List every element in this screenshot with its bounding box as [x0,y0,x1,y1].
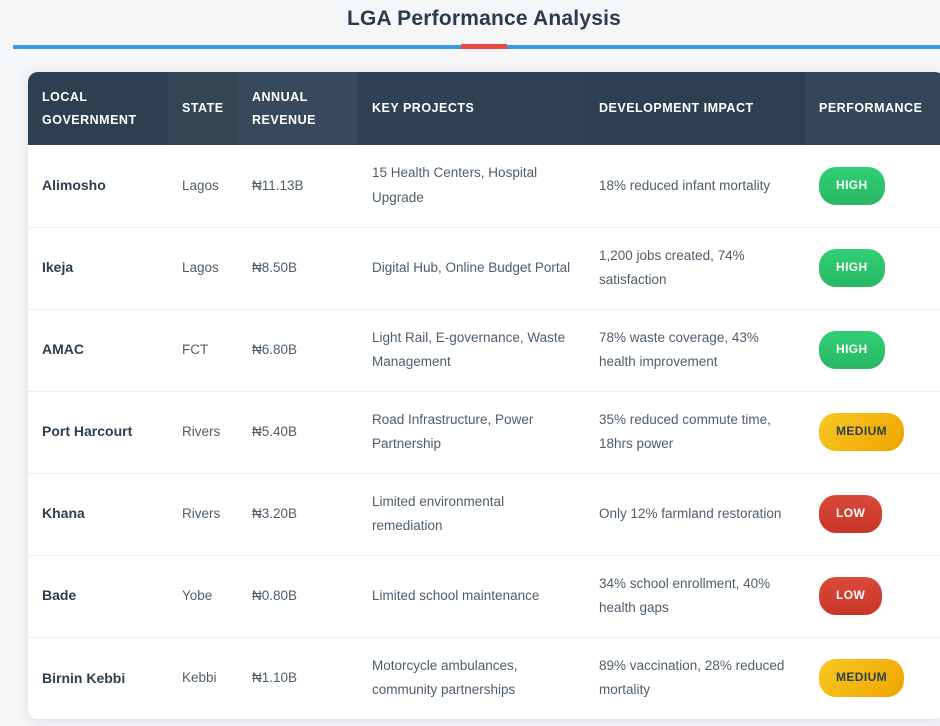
cell-annual-revenue: ₦11.13B [252,177,304,193]
performance-badge: LOW [819,577,882,615]
cell-lga-name: Port Harcourt [28,391,168,473]
cell-development-impact: 18% reduced infant mortality [599,177,771,193]
table-header [28,72,940,145]
col-header-local-government: LOCAL GOVERNMENT [28,72,168,145]
cell-annual-revenue: ₦5.40B [238,391,358,473]
table-row [28,637,940,719]
cell-key-projects: Motorcycle ambulances, community partnerships [358,637,585,719]
cell-state: Rivers [168,391,238,473]
cell-annual-revenue: ₦0.80B [238,555,358,637]
col-header-key-projects: KEY PROJECTS [358,72,585,145]
cell-development-impact: Only 12% farmland restoration [585,473,805,555]
cell-lga-name: Birnin Kebbi [28,637,168,719]
title-underline [13,45,940,49]
table-row [28,145,940,227]
table-row [28,391,940,473]
cell-key-projects: Light Rail, E-governance, Waste Management [358,309,585,391]
table-body [28,145,940,719]
performance-badge: MEDIUM [819,659,904,697]
cell-lga-name: Ikeja [28,227,168,309]
cell-lga-name: AMAC [28,309,168,391]
cell-annual-revenue: ₦1.10B [238,637,358,719]
cell-state: FCT [168,309,238,391]
col-header-development-impact: DEVELOPMENT IMPACT [585,72,805,145]
cell-lga-name: Bade [28,555,168,637]
cell-performance [805,391,940,473]
cell-lga-name: Khana [28,473,168,555]
cell-key-projects: Road Infrastructure, Power Partnership [358,391,585,473]
cell-development-impact: 1,200 jobs created, 74% satisfaction [585,227,805,309]
performance-badge: MEDIUM [819,413,904,451]
cell-development-impact: 34% school enrollment, 40% health gaps [585,555,805,637]
table-row [28,555,940,637]
cell-annual-revenue: ₦3.20B [238,473,358,555]
col-header-state: STATE [168,72,238,145]
performance-badge: HIGH [819,167,885,205]
cell-state: Kebbi [168,637,238,719]
cell-key-projects: Limited school maintenance [358,555,585,637]
performance-badge: LOW [819,495,882,533]
performance-badge: HIGH [819,331,885,369]
cell-state: Lagos [168,227,238,309]
performance-badge: HIGH [819,249,885,287]
title-underline-accent [461,44,507,49]
table-row [28,309,940,391]
table-row [28,227,940,309]
cell-state: Rivers [168,473,238,555]
cell-key-projects: Digital Hub, Online Budget Portal [358,227,585,309]
cell-performance [805,145,940,227]
table-card [28,72,940,719]
cell-performance [805,555,940,637]
col-header-annual-revenue: ANNUAL REVENUE [238,72,358,145]
page-title: LGA Performance Analysis [346,7,621,30]
page [0,7,940,719]
cell-development-impact: 35% reduced commute time, 18hrs power [585,391,805,473]
cell-performance [805,637,940,719]
cell-state: Lagos [182,177,219,193]
col-header-performance: PERFORMANCE [805,72,940,145]
cell-annual-revenue: ₦6.80B [238,309,358,391]
header-row [28,72,940,145]
cell-annual-revenue: ₦8.50B [238,227,358,309]
cell-performance [805,309,940,391]
lga-performance-table [28,72,940,719]
cell-performance [805,473,940,555]
cell-key-projects: Limited environmental remediation [358,473,585,555]
table-row [28,473,940,555]
cell-performance [805,227,940,309]
cell-development-impact: 78% waste coverage, 43% health improvement [585,309,805,391]
cell-lga-name: Alimosho [42,177,106,194]
cell-state: Yobe [168,555,238,637]
cell-development-impact: 89% vaccination, 28% reduced mortality [585,637,805,719]
cell-key-projects: 15 Health Centers, Hospital Upgrade [372,165,538,205]
